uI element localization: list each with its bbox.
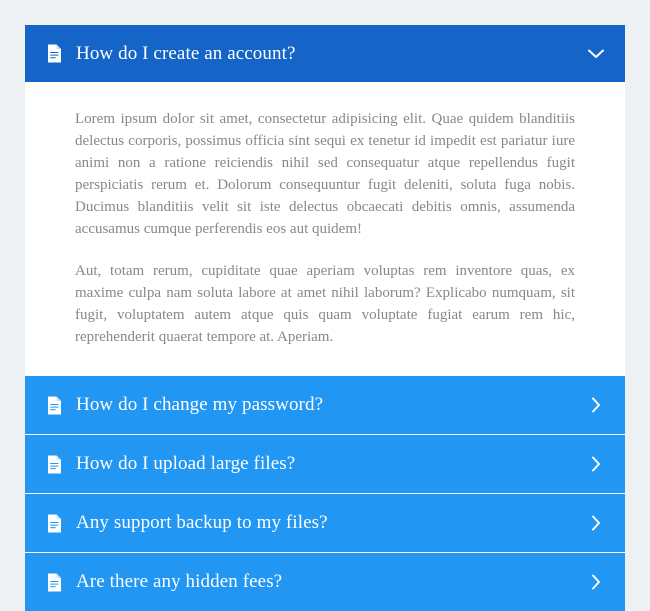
accordion-item-change-password [25,376,625,434]
chevron-down-icon[interactable] [587,45,605,63]
chevron-right-icon[interactable] [587,573,605,591]
accordion-title: Any support backup to my files? [76,512,328,533]
chevron-right-icon[interactable] [587,514,605,532]
chevron-right-icon[interactable] [587,455,605,473]
accordion-title: How do I change my password? [76,394,324,415]
panel-paragraph: Aut, totam rerum, cupiditate quae aperiam voluptas rem inventore quas, ex maxime culpa nam soluta labore at amet nihil laborum? Explicabo numquam, sit fugit, voluptatem autem atque quis quam voluptate fugiat earum rem hic, reprehenderit quaerat tempore at. Aperiam. [75,263,575,345]
document-icon [47,396,62,415]
document-icon [47,455,62,474]
accordion-item-upload-files [25,435,625,493]
faq-accordion [25,25,625,611]
accordion-item-create-account [25,25,625,376]
accordion-header-change-password[interactable] [25,376,625,434]
chevron-right-icon[interactable] [587,396,605,414]
document-icon [47,573,62,592]
accordion-header-backup-support[interactable] [25,494,625,552]
document-icon [47,44,62,63]
accordion-header-upload-files[interactable] [25,435,625,493]
accordion-title: Are there any hidden fees? [76,571,283,592]
panel-paragraph: Lorem ipsum dolor sit amet, consectetur adipisicing elit. Quae quidem blanditiis delectus corporis, possimus officia sint sequi ex tenetur id impedit est pariatur iure animi non a ratione reiciendis nihil sed consequatur atque repellendus fugit perspiciatis rerum et. Dolorum consequuntur fugit deleniti, soluta fuga nobis. Ducimus blanditiis velit sit iste delectus obcaecati debitis omnis, assumenda accusamus cumque perferendis eos aut quidem! [75,111,575,237]
accordion-header-create-account[interactable] [25,25,625,82]
document-icon [47,514,62,533]
accordion-item-backup-support [25,494,625,552]
accordion-item-hidden-fees [25,553,625,611]
accordion-header-hidden-fees[interactable] [25,553,625,611]
accordion-title: How do I upload large files? [76,453,296,474]
accordion-panel-create-account [25,82,625,376]
accordion-title: How do I create an account? [76,42,296,64]
